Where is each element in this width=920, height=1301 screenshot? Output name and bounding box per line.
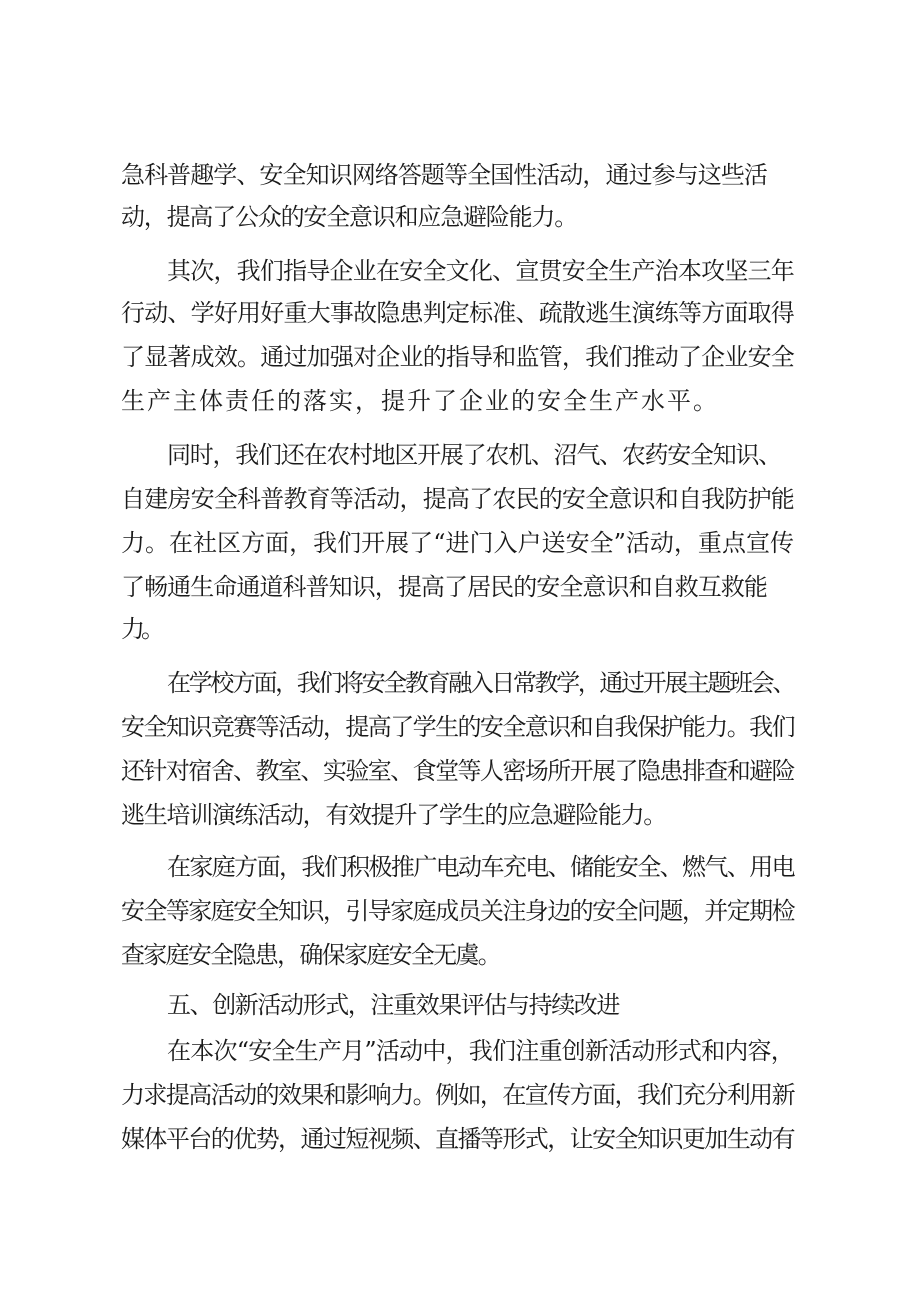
text-line: 力。在社区方面，我们开展了“进门入户送安全”活动，重点宣传 [121, 529, 794, 557]
text-line: 自建房安全科普教育等活动，提高了农民的安全意识和自我防护能 [121, 485, 794, 513]
text-line: 力。 [121, 615, 161, 643]
text-line: 了显著成效。通过加强对企业的指导和监管，我们推动了企业安全 [121, 343, 794, 371]
text-line: 其次，我们指导企业在安全文化、宣贯安全生产治本攻坚三年 [167, 257, 794, 285]
text-line: 安全知识竞赛等活动，提高了学生的安全意识和自我保护能力。我们 [121, 713, 794, 741]
text-line: 急科普趣学、安全知识网络答题等全国性活动，通过参与这些活 [121, 161, 767, 189]
text-line: 安全等家庭安全知识，引导家庭成员关注身边的安全问题，并定期检 [121, 897, 794, 925]
text-line: 在本次“安全生产月”活动中，我们注重创新活动形式和内容， [167, 1037, 794, 1065]
text-line: 动，提高了公众的安全意识和应急避险能力。 [121, 203, 577, 231]
text-line: 了畅通生命通道科普知识，提高了居民的安全意识和自救互救能 [121, 573, 767, 601]
text-line: 还针对宿舍、教室、实验室、食堂等人密场所开展了隐患排查和避险 [121, 757, 794, 785]
text-line: 在家庭方面，我们积极推广电动车充电、储能安全、燃气、用电 [167, 853, 794, 881]
text-line: 媒体平台的优势，通过短视频、直播等形式，让安全知识更加生动有 [121, 1125, 794, 1153]
text-line: 查家庭安全隐患，确保家庭安全无虞。 [121, 941, 500, 969]
text-line: 在学校方面，我们将安全教育融入日常教学，通过开展主题班会、 [167, 669, 794, 697]
section-heading: 五、创新活动形式，注重效果评估与持续改进 [167, 991, 619, 1019]
text-line: 生产主体责任的落实，提升了企业的安全生产水平。 [121, 387, 719, 415]
text-line: 行动、学好用好重大事故隐患判定标准、疏散逃生演练等方面取得 [121, 299, 794, 327]
text-line: 逃生培训演练活动，有效提升了学生的应急避险能力。 [121, 801, 666, 829]
text-line: 力求提高活动的效果和影响力。例如，在宣传方面，我们充分利用新 [121, 1081, 794, 1109]
text-line: 同时，我们还在农村地区开展了农机、沼气、农药安全知识、 [167, 441, 781, 469]
